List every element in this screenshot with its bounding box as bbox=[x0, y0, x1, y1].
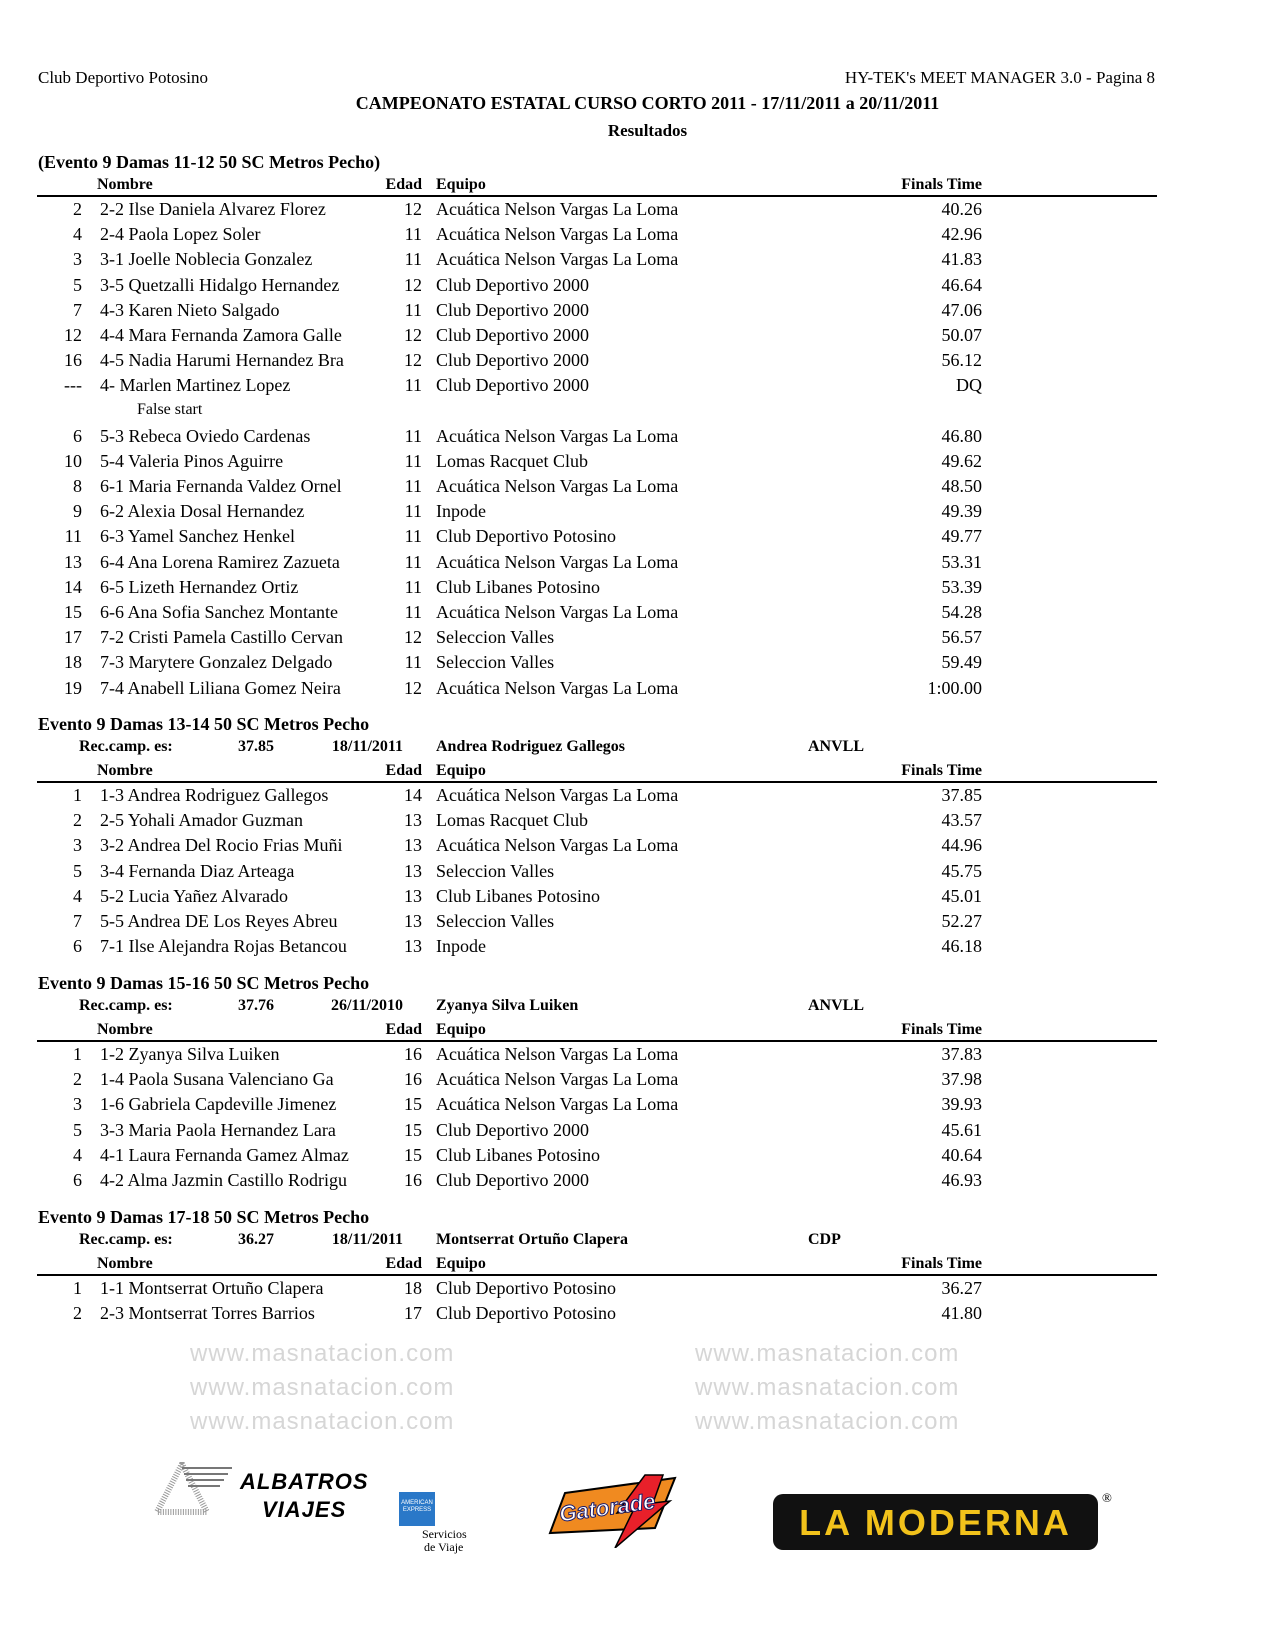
record-label: Rec.camp. es: bbox=[79, 997, 173, 1014]
table-row bbox=[0, 1276, 1275, 1301]
team: Acuática Nelson Vargas La Loma bbox=[436, 1094, 679, 1115]
table-row bbox=[0, 1143, 1275, 1168]
results-table bbox=[0, 1042, 1275, 1193]
record-date: 18/11/2011 bbox=[331, 1231, 403, 1248]
results-subtitle: Resultados bbox=[607, 121, 688, 140]
team: Seleccion Valles bbox=[436, 910, 555, 931]
age: 11 bbox=[404, 551, 422, 572]
event-title: (Evento 9 Damas 11-12 50 SC Metros Pecho) bbox=[38, 152, 381, 172]
table-row bbox=[0, 474, 1275, 499]
finals-time: 56.57 bbox=[941, 627, 982, 648]
record-time: 36.27 bbox=[238, 1231, 274, 1248]
team: Club Deportivo 2000 bbox=[436, 324, 589, 345]
record-line bbox=[0, 1231, 1275, 1253]
finals-time: 59.49 bbox=[941, 652, 982, 673]
swimmer-name: 5-4 Valeria Pinos Aguirre bbox=[100, 450, 284, 471]
column-header-age: Edad bbox=[385, 1021, 422, 1038]
table-row bbox=[0, 449, 1275, 474]
team: Acuática Nelson Vargas La Loma bbox=[436, 785, 679, 805]
swimmer-name: 6-4 Ana Lorena Ramirez Zazueta bbox=[100, 551, 340, 572]
column-header-age: Edad bbox=[385, 1255, 422, 1272]
team: Club Libanes Potosino bbox=[436, 1144, 601, 1165]
table-row bbox=[0, 273, 1275, 298]
team: Club Deportivo 2000 bbox=[436, 1119, 589, 1140]
finals-time: 39.93 bbox=[941, 1094, 982, 1115]
place: 2 bbox=[73, 810, 82, 831]
finals-time: 43.57 bbox=[941, 810, 982, 831]
team: Acuática Nelson Vargas La Loma bbox=[436, 224, 679, 245]
dq-note-row bbox=[0, 399, 1275, 424]
finals-time: 49.39 bbox=[941, 501, 982, 522]
watermark: www.masnatacion.com bbox=[190, 1374, 455, 1401]
team: Seleccion Valles bbox=[436, 627, 555, 648]
place: 3 bbox=[73, 249, 82, 270]
age: 16 bbox=[404, 1044, 422, 1064]
age: 16 bbox=[404, 1069, 422, 1090]
table-row bbox=[0, 1118, 1275, 1143]
finals-time: 52.27 bbox=[941, 910, 982, 931]
record-holder: Zyanya Silva Luiken bbox=[436, 997, 579, 1014]
team: Acuática Nelson Vargas La Loma bbox=[436, 249, 679, 270]
table-row bbox=[0, 550, 1275, 575]
table-row bbox=[0, 833, 1275, 858]
team: Club Deportivo 2000 bbox=[436, 375, 589, 396]
team: Club Libanes Potosino bbox=[436, 576, 601, 597]
swimmer-name: 3-4 Fernanda Diaz Arteaga bbox=[100, 860, 295, 881]
meet-title: CAMPEONATO ESTATAL CURSO CORTO 2011 - 17/11/2011 a 20/11/2011 bbox=[355, 93, 940, 113]
team: Club Deportivo 2000 bbox=[436, 350, 589, 371]
finals-time: 45.75 bbox=[941, 860, 982, 881]
event-title: Evento 9 Damas 13-14 50 SC Metros Pecho bbox=[38, 714, 370, 734]
table-row bbox=[0, 499, 1275, 524]
finals-time: 45.61 bbox=[941, 1119, 982, 1140]
swimmer-name: 1-2 Zyanya Silva Luiken bbox=[100, 1044, 280, 1064]
place: 6 bbox=[73, 1169, 82, 1190]
swimmer-name: 7-1 Ilse Alejandra Rojas Betancou bbox=[100, 936, 347, 957]
finals-time: 50.07 bbox=[941, 324, 982, 345]
age: 16 bbox=[404, 1169, 422, 1190]
place: 2 bbox=[73, 199, 82, 219]
la-moderna-text: LA MODERNA bbox=[799, 1502, 1072, 1543]
age: 17 bbox=[404, 1303, 422, 1324]
swimmer-name: 2-5 Yohali Amador Guzman bbox=[100, 810, 303, 831]
amex-caption-line2: de Viaje bbox=[424, 1540, 464, 1554]
swimmer-name: 6-1 Maria Fernanda Valdez Ornel bbox=[100, 476, 342, 497]
finals-time: 46.18 bbox=[941, 936, 982, 957]
finals-time: 36.27 bbox=[941, 1278, 982, 1298]
table-row bbox=[0, 676, 1275, 701]
age: 15 bbox=[404, 1094, 422, 1115]
finals-time: 41.80 bbox=[941, 1303, 982, 1324]
place: 2 bbox=[73, 1069, 82, 1090]
age: 11 bbox=[404, 652, 422, 673]
finals-time: 49.77 bbox=[941, 526, 982, 547]
place: 7 bbox=[73, 910, 82, 931]
team: Club Deportivo 2000 bbox=[436, 1169, 589, 1190]
swimmer-name: 4-3 Karen Nieto Salgado bbox=[100, 299, 280, 320]
gatorade-text: Gatorade bbox=[557, 1488, 657, 1527]
place: 7 bbox=[73, 299, 82, 320]
finals-time: 46.80 bbox=[941, 425, 982, 446]
swimmer-name: 7-3 Marytere Gonzalez Delgado bbox=[100, 652, 333, 673]
record-team: ANVLL bbox=[808, 997, 865, 1014]
column-header-time: Finals Time bbox=[901, 176, 982, 193]
swimmer-name: 1-3 Andrea Rodriguez Gallegos bbox=[100, 785, 329, 805]
swimmer-name: 2-2 Ilse Daniela Alvarez Florez bbox=[100, 199, 326, 219]
place: 10 bbox=[64, 450, 82, 471]
finals-time: 47.06 bbox=[941, 299, 982, 320]
age: 11 bbox=[404, 375, 422, 396]
age: 11 bbox=[404, 526, 422, 547]
place: 5 bbox=[73, 274, 82, 295]
place: 12 bbox=[64, 324, 82, 345]
place: 9 bbox=[73, 501, 82, 522]
finals-time: 49.62 bbox=[941, 450, 982, 471]
swimmer-name: 5-5 Andrea DE Los Reyes Abreu bbox=[100, 910, 338, 931]
age: 11 bbox=[404, 602, 422, 622]
team: Acuática Nelson Vargas La Loma bbox=[436, 476, 679, 497]
place: 16 bbox=[64, 350, 82, 371]
swimmer-name: 4- Marlen Martinez Lopez bbox=[100, 375, 291, 396]
event-title: Evento 9 Damas 17-18 50 SC Metros Pecho bbox=[38, 1207, 370, 1227]
swimmer-name: 4-1 Laura Fernanda Gamez Almaz bbox=[100, 1144, 349, 1165]
team: Inpode bbox=[436, 936, 486, 957]
age: 14 bbox=[404, 785, 422, 805]
age: 15 bbox=[404, 1119, 422, 1140]
swimmer-name: 3-2 Andrea Del Rocio Frias Muñi bbox=[100, 835, 343, 856]
finals-time: 1:00.00 bbox=[927, 677, 982, 698]
place: 1 bbox=[73, 785, 82, 805]
record-line bbox=[0, 738, 1275, 760]
table-row bbox=[0, 650, 1275, 675]
place: 1 bbox=[73, 1044, 82, 1064]
swimmer-name: 3-3 Maria Paola Hernandez Lara bbox=[100, 1119, 336, 1140]
column-header-time: Finals Time bbox=[901, 1255, 982, 1272]
software-page-label: HY-TEK's MEET MANAGER 3.0 - Pagina 8 bbox=[844, 68, 1155, 87]
team: Club Libanes Potosino bbox=[436, 885, 601, 906]
swimmer-name: 6-5 Lizeth Hernandez Ortiz bbox=[100, 576, 299, 597]
place: 3 bbox=[73, 1094, 82, 1115]
finals-time: 53.39 bbox=[941, 576, 982, 597]
table-row bbox=[0, 323, 1275, 348]
record-date: 18/11/2011 bbox=[331, 738, 403, 755]
team: Acuática Nelson Vargas La Loma bbox=[436, 1044, 679, 1064]
table-row bbox=[0, 298, 1275, 323]
place: 4 bbox=[73, 224, 82, 245]
age: 13 bbox=[404, 860, 422, 881]
age: 12 bbox=[404, 274, 422, 295]
team: Club Deportivo 2000 bbox=[436, 274, 589, 295]
finals-time: 37.83 bbox=[941, 1044, 982, 1064]
swimmer-name: 6-3 Yamel Sanchez Henkel bbox=[100, 526, 295, 547]
place: 5 bbox=[73, 860, 82, 881]
age: 13 bbox=[404, 835, 422, 856]
column-header-team: Equipo bbox=[436, 1021, 486, 1038]
record-time: 37.76 bbox=[238, 997, 274, 1014]
column-header-name: Nombre bbox=[97, 1021, 153, 1038]
team: Acuática Nelson Vargas La Loma bbox=[436, 602, 679, 622]
age: 12 bbox=[404, 350, 422, 371]
team: Inpode bbox=[436, 501, 486, 522]
team: Acuática Nelson Vargas La Loma bbox=[436, 425, 679, 446]
team: Acuática Nelson Vargas La Loma bbox=[436, 199, 679, 219]
table-row bbox=[0, 373, 1275, 398]
column-header-team: Equipo bbox=[436, 762, 486, 779]
record-team: ANVLL bbox=[808, 738, 865, 755]
swimmer-name: 1-6 Gabriela Capdeville Jimenez bbox=[100, 1094, 337, 1115]
table-row bbox=[0, 1092, 1275, 1117]
table-row bbox=[0, 348, 1275, 373]
finals-time: 41.83 bbox=[941, 249, 982, 270]
swimmer-name: 7-4 Anabell Liliana Gomez Neira bbox=[100, 677, 341, 698]
place: 2 bbox=[73, 1303, 82, 1324]
age: 13 bbox=[404, 936, 422, 957]
la-moderna-logo bbox=[773, 1494, 1098, 1550]
finals-time: 53.31 bbox=[941, 551, 982, 572]
column-header-name: Nombre bbox=[97, 176, 153, 193]
table-row bbox=[0, 783, 1275, 808]
place: 14 bbox=[64, 576, 82, 597]
age: 12 bbox=[404, 199, 422, 219]
finals-time: 37.85 bbox=[941, 785, 982, 805]
age: 12 bbox=[404, 627, 422, 648]
team: Acuática Nelson Vargas La Loma bbox=[436, 1069, 679, 1090]
table-row bbox=[0, 909, 1275, 934]
record-team: CDP bbox=[808, 1231, 841, 1248]
age: 13 bbox=[404, 885, 422, 906]
albatros-text: ALBATROS bbox=[240, 1469, 369, 1494]
place: 15 bbox=[64, 602, 82, 622]
swimmer-name: 1-4 Paola Susana Valenciano Ga bbox=[100, 1069, 334, 1090]
column-header-time: Finals Time bbox=[901, 1021, 982, 1038]
finals-time: 40.26 bbox=[941, 199, 982, 219]
results-table bbox=[0, 1276, 1275, 1326]
table-row bbox=[0, 524, 1275, 549]
team: Acuática Nelson Vargas La Loma bbox=[436, 835, 679, 856]
swimmer-name: 6-2 Alexia Dosal Hernandez bbox=[100, 501, 305, 522]
column-header-name: Nombre bbox=[97, 762, 153, 779]
table-row bbox=[0, 1301, 1275, 1326]
albatros-viajes-logo bbox=[152, 1462, 402, 1524]
results-table bbox=[0, 197, 1275, 701]
finals-time: 48.50 bbox=[941, 476, 982, 497]
finals-time: 40.64 bbox=[941, 1144, 982, 1165]
swimmer-name: 5-3 Rebeca Oviedo Cardenas bbox=[100, 425, 311, 446]
swimmer-name: 4-5 Nadia Harumi Hernandez Bra bbox=[100, 350, 344, 371]
event-title: Evento 9 Damas 15-16 50 SC Metros Pecho bbox=[38, 973, 370, 993]
record-date: 26/11/2010 bbox=[330, 997, 403, 1014]
swimmer-name: 3-5 Quetzalli Hidalgo Hernandez bbox=[100, 274, 340, 295]
place: 3 bbox=[73, 835, 82, 856]
watermark: www.masnatacion.com bbox=[695, 1340, 960, 1367]
watermark: www.masnatacion.com bbox=[695, 1408, 960, 1435]
finals-time: 37.98 bbox=[941, 1069, 982, 1090]
results-table bbox=[0, 783, 1275, 959]
watermark: www.masnatacion.com bbox=[190, 1408, 455, 1435]
age: 11 bbox=[404, 224, 422, 245]
swimmer-name: 5-2 Lucia Yañez Alvarado bbox=[100, 885, 288, 906]
finals-time: 44.96 bbox=[941, 835, 982, 856]
record-holder: Montserrat Ortuño Clapera bbox=[436, 1231, 628, 1248]
swimmer-name: 4-2 Alma Jazmin Castillo Rodrigu bbox=[100, 1169, 347, 1190]
club-name: Club Deportivo Potosino bbox=[38, 68, 209, 87]
age: 11 bbox=[404, 501, 422, 522]
table-row bbox=[0, 424, 1275, 449]
column-header-age: Edad bbox=[385, 762, 422, 779]
column-header-team: Equipo bbox=[436, 1255, 486, 1272]
place: 5 bbox=[73, 1119, 82, 1140]
place: 1 bbox=[73, 1278, 82, 1298]
team: Acuática Nelson Vargas La Loma bbox=[436, 677, 679, 698]
table-row bbox=[0, 600, 1275, 625]
record-label: Rec.camp. es: bbox=[79, 738, 173, 755]
team: Club Deportivo Potosino bbox=[436, 1278, 617, 1298]
table-row bbox=[0, 1168, 1275, 1193]
swimmer-name: 4-4 Mara Fernanda Zamora Galle bbox=[100, 324, 342, 345]
table-row bbox=[0, 1042, 1275, 1067]
team: Lomas Racquet Club bbox=[436, 810, 588, 831]
finals-time: 56.12 bbox=[941, 350, 982, 371]
column-header-age: Edad bbox=[385, 176, 422, 193]
table-row bbox=[0, 934, 1275, 959]
swimmer-name: 2-4 Paola Lopez Soler bbox=[100, 224, 261, 245]
age: 11 bbox=[404, 450, 422, 471]
table-row bbox=[0, 859, 1275, 884]
table-row bbox=[0, 808, 1275, 833]
watermark: www.masnatacion.com bbox=[695, 1374, 960, 1401]
finals-time: 46.93 bbox=[941, 1169, 982, 1190]
age: 12 bbox=[404, 324, 422, 345]
finals-time: 46.64 bbox=[941, 274, 982, 295]
place: 4 bbox=[73, 885, 82, 906]
amex-caption-line1: Servicios bbox=[422, 1527, 467, 1541]
age: 18 bbox=[404, 1278, 422, 1298]
finals-time: 54.28 bbox=[941, 602, 982, 622]
age: 11 bbox=[404, 299, 422, 320]
place: 18 bbox=[64, 652, 82, 673]
place: 11 bbox=[64, 526, 82, 547]
record-holder: Andrea Rodriguez Gallegos bbox=[436, 738, 626, 755]
watermark: www.masnatacion.com bbox=[190, 1340, 455, 1367]
finals-time: 45.01 bbox=[941, 885, 982, 906]
amex-caption bbox=[422, 1528, 467, 1554]
amex-logo bbox=[399, 1492, 435, 1526]
finals-time: 42.96 bbox=[941, 224, 982, 245]
table-row bbox=[0, 197, 1275, 222]
amex-text: AMERICAN EXPRESS bbox=[401, 1500, 433, 1513]
age: 15 bbox=[404, 1144, 422, 1165]
age: 12 bbox=[404, 677, 422, 698]
place: 13 bbox=[64, 551, 82, 572]
swimmer-name: 1-1 Montserrat Ortuño Clapera bbox=[100, 1278, 324, 1298]
table-row bbox=[0, 1067, 1275, 1092]
age: 11 bbox=[404, 576, 422, 597]
column-header-name: Nombre bbox=[97, 1255, 153, 1272]
place: 8 bbox=[73, 476, 82, 497]
column-header-time: Finals Time bbox=[901, 762, 982, 779]
record-line bbox=[0, 997, 1275, 1019]
age: 13 bbox=[404, 810, 422, 831]
place: 6 bbox=[73, 936, 82, 957]
place: 6 bbox=[73, 425, 82, 446]
team: Club Deportivo Potosino bbox=[436, 526, 617, 547]
team: Lomas Racquet Club bbox=[436, 450, 588, 471]
age: 11 bbox=[404, 425, 422, 446]
table-row bbox=[0, 575, 1275, 600]
team: Seleccion Valles bbox=[436, 652, 555, 673]
table-row bbox=[0, 884, 1275, 909]
team: Seleccion Valles bbox=[436, 860, 555, 881]
place: 19 bbox=[64, 677, 82, 698]
team: Acuática Nelson Vargas La Loma bbox=[436, 551, 679, 572]
place: 4 bbox=[73, 1144, 82, 1165]
place: --- bbox=[64, 375, 82, 396]
age: 13 bbox=[404, 910, 422, 931]
viajes-text: VIAJES bbox=[262, 1497, 347, 1522]
table-row bbox=[0, 625, 1275, 650]
place: 17 bbox=[64, 627, 82, 648]
team: Club Deportivo 2000 bbox=[436, 299, 589, 320]
team: Club Deportivo Potosino bbox=[436, 1303, 617, 1324]
registered-mark: ® bbox=[1102, 1490, 1112, 1505]
record-label: Rec.camp. es: bbox=[79, 1231, 173, 1248]
albatros-bird-icon bbox=[152, 1462, 232, 1517]
column-header-team: Equipo bbox=[436, 176, 486, 193]
swimmer-name: 6-6 Ana Sofia Sanchez Montante bbox=[100, 602, 338, 622]
record-time: 37.85 bbox=[238, 738, 274, 755]
finals-time: DQ bbox=[956, 375, 982, 396]
table-row bbox=[0, 222, 1275, 247]
age: 11 bbox=[404, 249, 422, 270]
age: 11 bbox=[404, 476, 422, 497]
table-row bbox=[0, 247, 1275, 272]
gatorade-logo bbox=[545, 1473, 695, 1548]
swimmer-name: 3-1 Joelle Noblecia Gonzalez bbox=[100, 249, 313, 270]
swimmer-name: 2-3 Montserrat Torres Barrios bbox=[100, 1303, 315, 1324]
swimmer-name: 7-2 Cristi Pamela Castillo Cervan bbox=[100, 627, 343, 648]
dq-reason: False start bbox=[137, 400, 203, 418]
